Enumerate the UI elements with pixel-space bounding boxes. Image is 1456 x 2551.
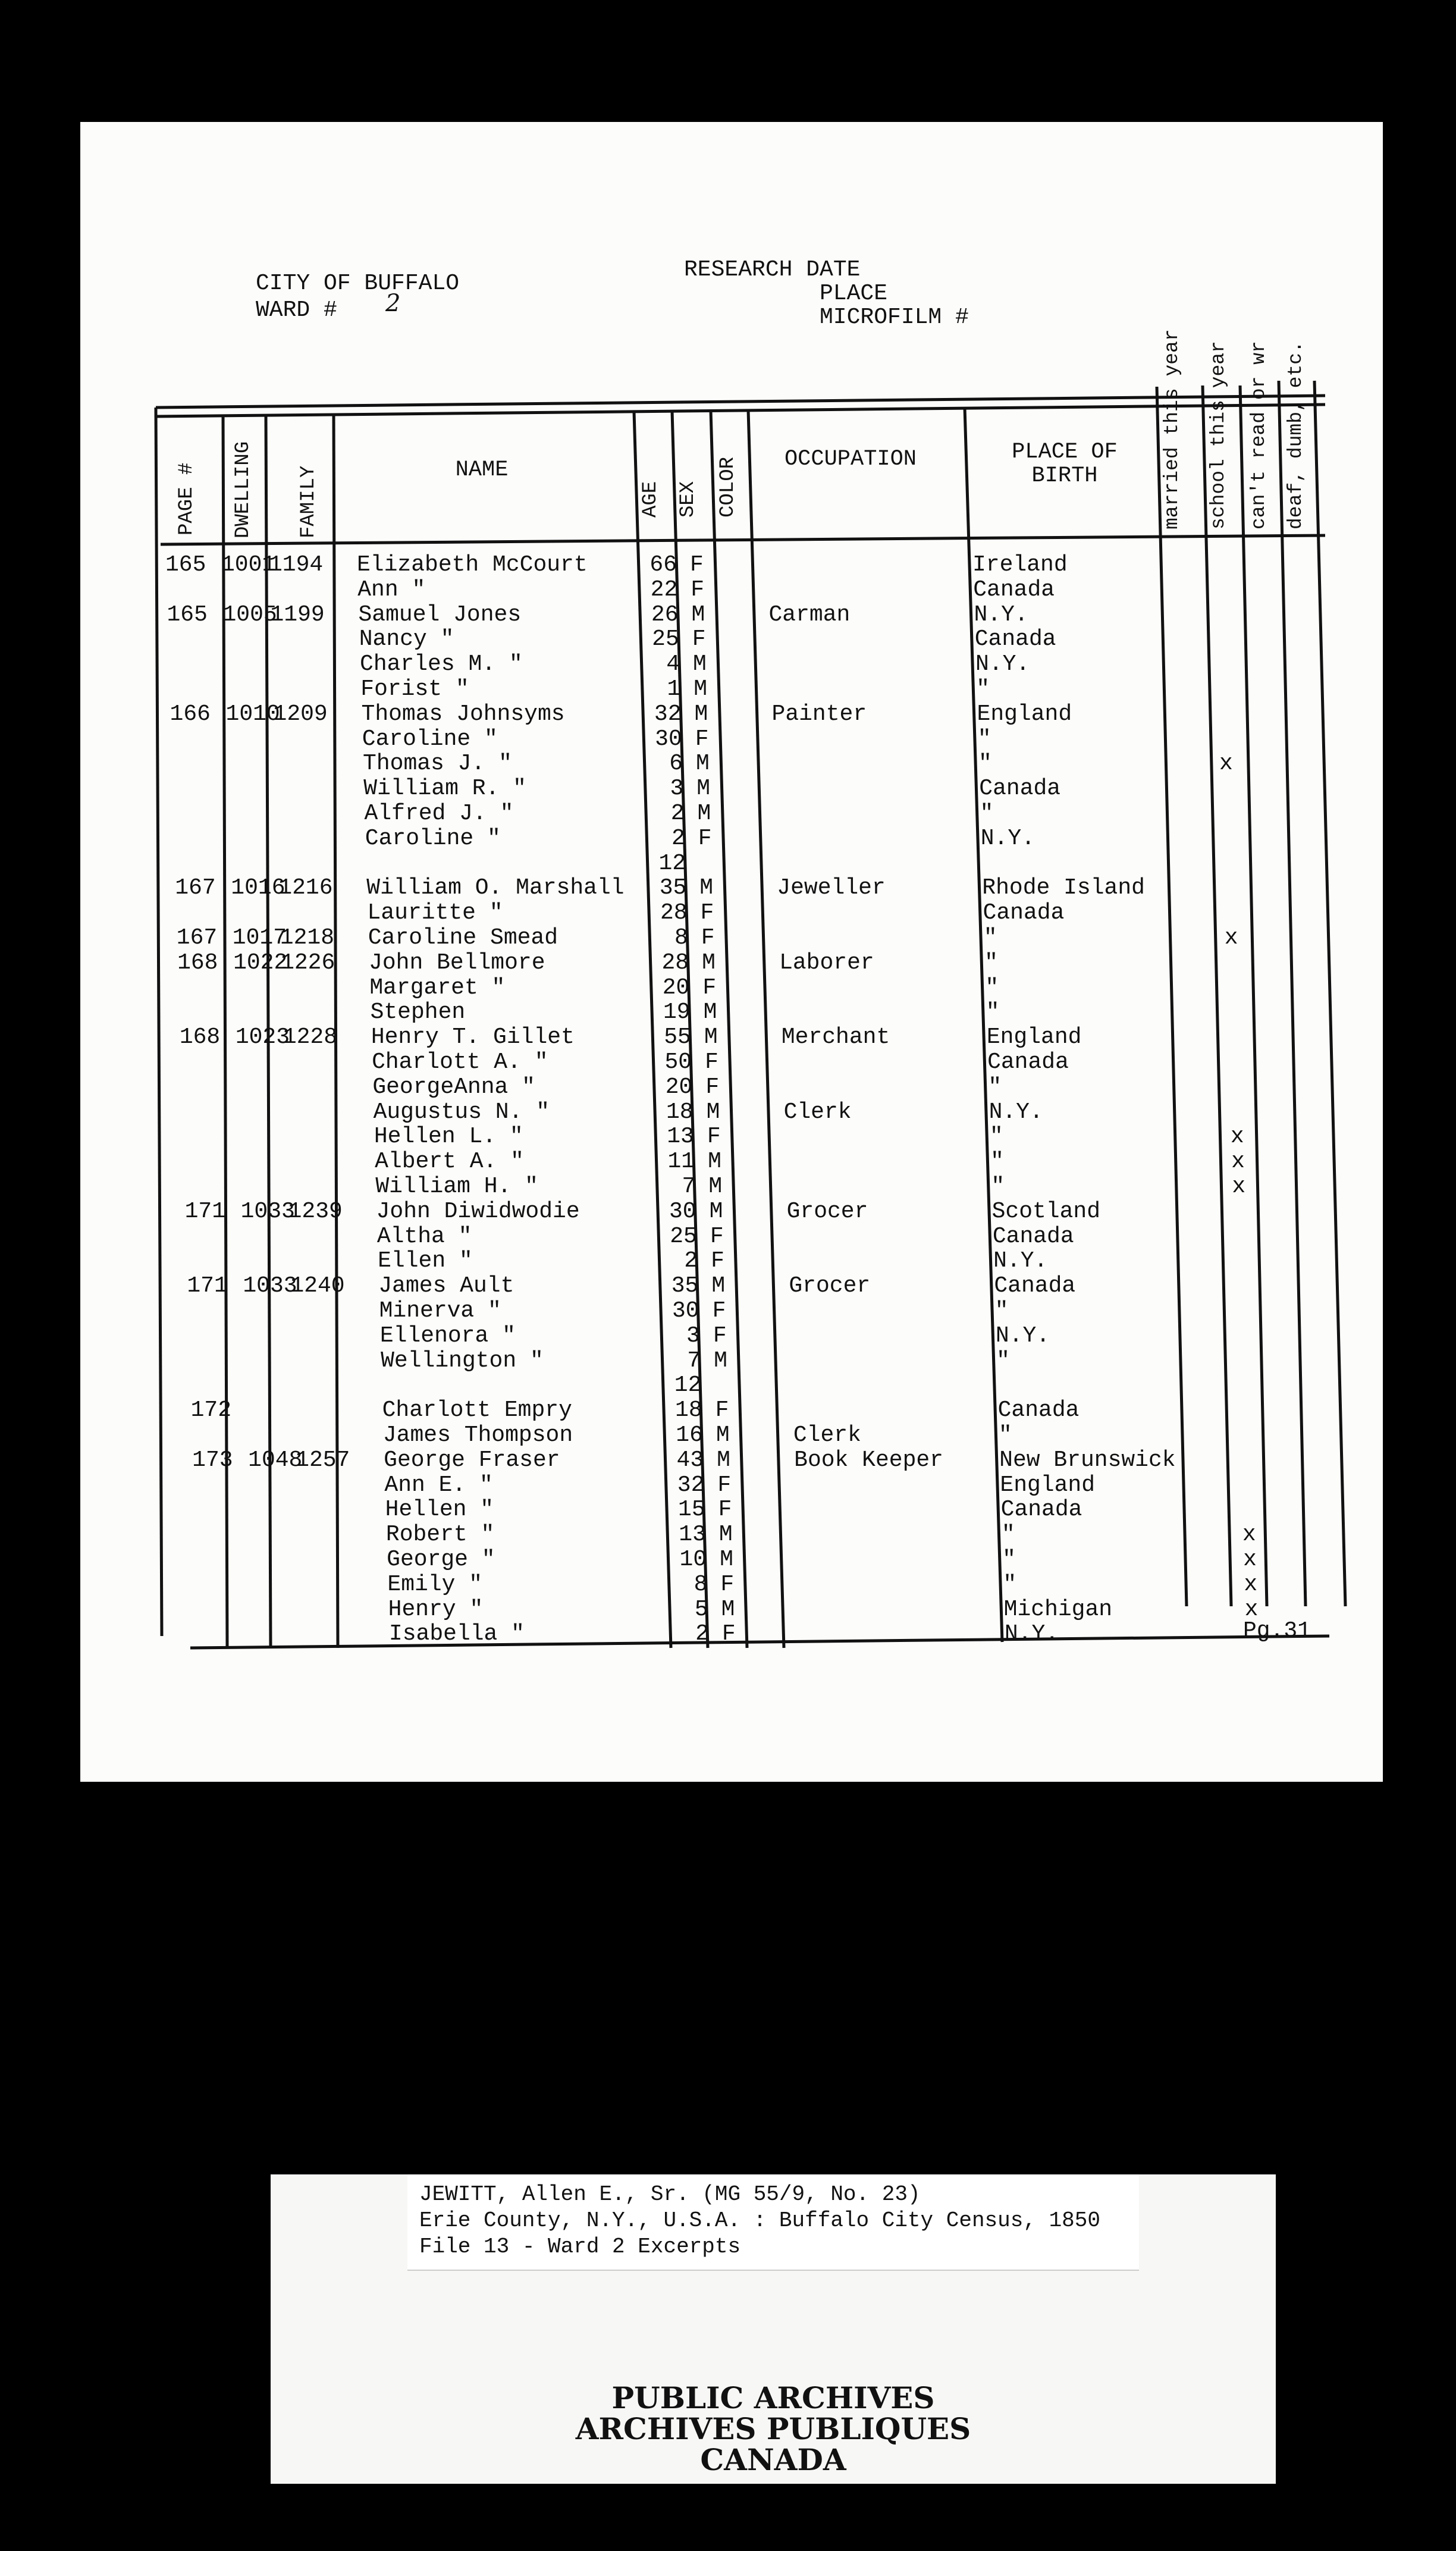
city-label: CITY OF BUFFALO: [256, 271, 460, 296]
row-page: 172: [190, 1397, 232, 1424]
row-family: 1209: [273, 701, 328, 727]
row-occupation: Jeweller: [777, 875, 886, 901]
row-birth: ": [976, 676, 990, 702]
row-name: Albert A. ": [375, 1149, 524, 1175]
row-birth: N.Y.: [1004, 1621, 1059, 1647]
row-birth: Canada: [992, 1223, 1074, 1249]
row-birth: ": [994, 1298, 1009, 1324]
row-sex: F: [720, 1571, 735, 1597]
row-birth: ": [980, 801, 994, 826]
row-sex: M: [697, 801, 711, 826]
row-name: Nancy ": [359, 626, 454, 653]
row-age: 2: [671, 825, 685, 851]
row-name: Charlott Empry: [382, 1397, 572, 1424]
row-birth: N.Y.: [995, 1322, 1050, 1349]
row-birth: ": [996, 1347, 1010, 1374]
column-married: married this year: [1161, 329, 1183, 529]
row-name: Charles M. ": [360, 651, 523, 678]
label-line-3: File 13 - Ward 2 Excerpts: [419, 2235, 741, 2259]
row-name: Altha ": [376, 1223, 472, 1249]
label-line-1: JEWITT, Allen E., Sr. (MG 55/9, No. 23): [419, 2182, 921, 2207]
row-age: 55: [664, 1024, 691, 1051]
row-name: George ": [387, 1547, 495, 1572]
row-dwelling: 1016: [231, 875, 285, 901]
row-name: John Bellmore: [369, 949, 545, 976]
row-name: Minerva ": [379, 1298, 501, 1324]
row-name: Henry ": [388, 1596, 484, 1622]
row-birth: ": [1001, 1522, 1015, 1548]
row-sex: M: [699, 875, 714, 901]
row-family: 1240: [290, 1273, 345, 1299]
row-occupation: Grocer: [789, 1273, 871, 1299]
row-occupation: Clerk: [793, 1422, 861, 1448]
row-sex: F: [700, 900, 714, 926]
row-mark: x: [1231, 1149, 1245, 1175]
row-age: 32: [654, 701, 682, 727]
row-occupation: Book Keeper: [794, 1447, 943, 1473]
row-birth: Canada: [979, 776, 1061, 802]
row-page: 168: [179, 1024, 221, 1051]
row-age: 16: [676, 1422, 703, 1448]
row-age: 35: [671, 1273, 699, 1299]
row-name: GeorgeAnna ": [372, 1074, 535, 1100]
row-family: 1226: [281, 949, 335, 976]
row-mark: x: [1232, 1174, 1246, 1199]
row-sex: M: [694, 676, 708, 702]
row-birth: England: [986, 1024, 1082, 1051]
row-name: Thomas J. ": [363, 751, 512, 777]
row-sex: M: [702, 949, 716, 976]
row-birth: ": [1002, 1547, 1016, 1572]
row-name: Wellington ": [381, 1347, 544, 1374]
row-age: 10: [679, 1547, 707, 1572]
row-name: William R. ": [363, 776, 526, 802]
row-name: Alfred J. ": [364, 801, 514, 826]
row-birth: Rhode Island: [982, 875, 1145, 901]
row-dwelling: 1010: [225, 701, 280, 727]
row-sex: F: [715, 1397, 729, 1424]
row-name: Thomas Johnsyms: [361, 701, 565, 727]
column-color: COLOR: [717, 456, 739, 518]
row-age: 11: [667, 1149, 695, 1175]
row-age: 28: [661, 949, 689, 976]
row-name: Henry T. Gillet: [371, 1024, 575, 1051]
column-dwelling: DWELLING: [232, 441, 255, 538]
row-birth: ": [983, 925, 997, 951]
row-family: 1216: [278, 875, 333, 901]
row-birth: Scotland: [991, 1198, 1101, 1224]
row-age: 35: [659, 875, 687, 901]
row-mark: x: [1224, 925, 1238, 951]
row-age: 6: [669, 751, 683, 777]
row-birth: ": [984, 949, 998, 976]
row-birth: Canada: [997, 1397, 1080, 1424]
row-sex: F: [705, 1049, 718, 1075]
row-sex: F: [690, 552, 704, 578]
row-birth: England: [1000, 1472, 1096, 1498]
stamp-archives-publiques: ARCHIVES PUBLIQUES: [575, 2411, 971, 2446]
column-deaf-dumb: deaf, dumb, etc.: [1285, 341, 1307, 529]
row-dwelling: 1001: [221, 552, 276, 578]
row-page: 171: [187, 1273, 228, 1299]
row-sex: F: [710, 1223, 724, 1249]
row-name: Ellen ": [378, 1248, 473, 1274]
row-birth: N.Y.: [989, 1099, 1043, 1125]
row-name: Augustus N. ": [373, 1099, 550, 1125]
row-birth: ": [990, 1149, 1004, 1175]
row-age: 26: [651, 601, 679, 628]
row-dwelling: 1017: [232, 925, 287, 951]
row-birth: ": [1003, 1571, 1017, 1597]
column-family: FAMILY: [297, 465, 320, 538]
row-sex: M: [703, 999, 717, 1026]
row-birth: ": [978, 751, 992, 777]
row-birth: N.Y.: [975, 651, 1030, 678]
row-name: Ellenora ": [379, 1322, 516, 1349]
row-page: 168: [177, 949, 218, 976]
row-age: 32: [677, 1472, 705, 1498]
row-age: 25: [670, 1223, 697, 1249]
row-age: 3: [670, 776, 684, 802]
row-name: Charlott A. ": [372, 1049, 548, 1075]
row-sex: F: [707, 1124, 721, 1150]
row-age: 12: [658, 850, 686, 876]
page-number: Pg.31: [1243, 1618, 1311, 1644]
row-name: Lauritte ": [367, 900, 503, 926]
row-sex: M: [708, 1149, 721, 1175]
row-age: 1: [667, 676, 681, 702]
row-dwelling: 1022: [233, 949, 288, 976]
label-line-2: Erie County, N.Y., U.S.A. : Buffalo City Census, 1850: [419, 2208, 1100, 2233]
row-name: Hellen L. ": [374, 1124, 523, 1150]
row-birth: ": [991, 1174, 1005, 1199]
row-page: 173: [192, 1447, 233, 1473]
row-name: Stephen: [370, 999, 466, 1026]
row-age: 30: [669, 1198, 696, 1224]
row-name: Emily ": [387, 1571, 483, 1597]
row-sex: F: [721, 1621, 736, 1647]
row-sex: F: [713, 1322, 727, 1349]
row-name: Samuel Jones: [358, 601, 522, 628]
row-mark: x: [1242, 1522, 1256, 1548]
row-mark: x: [1244, 1571, 1258, 1597]
stamp-canada: CANADA: [700, 2442, 846, 2477]
row-age: 18: [675, 1397, 702, 1424]
row-name: Robert ": [385, 1522, 495, 1548]
row-age: 13: [679, 1522, 706, 1548]
row-age: 19: [663, 999, 691, 1026]
row-dwelling: 1005: [222, 601, 277, 628]
research-date-label: RESEARCH DATE: [684, 257, 861, 283]
row-age: 8: [694, 1571, 708, 1597]
row-age: 4: [666, 651, 680, 678]
row-dwelling: 1033: [243, 1273, 297, 1299]
column-age: AGE: [639, 481, 662, 518]
place-label: PLACE: [820, 281, 888, 306]
row-age: 13: [667, 1124, 694, 1150]
row-family: 1194: [269, 552, 324, 578]
row-name: Hellen ": [385, 1497, 494, 1523]
row-birth: Michigan: [1003, 1596, 1113, 1622]
column-name: NAME: [455, 457, 509, 482]
row-sex: M: [717, 1447, 730, 1473]
row-age: 15: [678, 1497, 705, 1523]
column-sex: SEX: [677, 481, 699, 518]
ward-label: WARD #: [256, 297, 337, 323]
row-sex: M: [716, 1422, 730, 1448]
row-sex: F: [701, 925, 715, 951]
row-birth: Canada: [987, 1049, 1069, 1075]
row-occupation: Painter: [771, 701, 867, 727]
row-occupation: Laborer: [779, 949, 874, 976]
row-name: Caroline ": [365, 825, 501, 851]
row-name: James Thompson: [382, 1422, 573, 1448]
column-read-write: can't read or wr: [1248, 341, 1270, 529]
stamp-public-archives: PUBLIC ARCHIVES: [611, 2380, 935, 2415]
row-age: 50: [664, 1049, 692, 1075]
row-sex: M: [711, 1273, 726, 1299]
row-sex: M: [714, 1347, 727, 1374]
column-occupation: OCCUPATION: [784, 447, 917, 472]
row-sex: F: [718, 1497, 732, 1523]
row-age: 2: [670, 801, 685, 826]
row-birth: New Brunswick: [999, 1447, 1176, 1473]
row-age: 18: [666, 1099, 694, 1125]
row-family: 1218: [280, 925, 335, 951]
row-birth: Ireland: [972, 552, 1068, 578]
row-sex: M: [693, 651, 707, 678]
row-page: 165: [167, 601, 208, 628]
row-mark: x: [1230, 1124, 1244, 1150]
row-family: 1228: [283, 1024, 338, 1051]
row-name: James Ault: [378, 1273, 514, 1299]
row-birth: Canada: [1000, 1497, 1082, 1523]
row-age: 66: [649, 552, 677, 578]
row-age: 7: [682, 1174, 696, 1199]
row-name: William H. ": [375, 1174, 538, 1199]
row-name: John Diwidwodie: [376, 1198, 580, 1224]
row-occupation: Carman: [768, 601, 851, 628]
row-birth: Canada: [983, 900, 1065, 926]
row-name: Margaret ": [369, 974, 506, 1001]
row-page: 171: [184, 1198, 226, 1224]
row-age: 8: [674, 925, 688, 951]
row-age: 28: [660, 900, 688, 926]
ward-value: 2: [385, 290, 401, 317]
row-sex: F: [691, 576, 705, 603]
column-place-of-birth: PLACE OF BIRTH: [1012, 440, 1118, 488]
archival-label-card: [271, 2174, 1276, 2484]
row-age: 30: [672, 1298, 699, 1324]
row-sex: M: [709, 1198, 723, 1224]
row-age: 30: [655, 726, 682, 752]
row-name: Caroline ": [362, 726, 498, 752]
row-age: 7: [687, 1347, 701, 1374]
row-age: 2: [695, 1621, 709, 1647]
row-age: 3: [686, 1322, 700, 1349]
row-dwelling: 1048: [248, 1447, 303, 1473]
row-family: 1257: [296, 1447, 350, 1473]
row-age: 20: [665, 1074, 693, 1100]
row-sex: F: [717, 1472, 732, 1498]
row-family: 1239: [288, 1198, 343, 1224]
row-mark: x: [1244, 1596, 1259, 1622]
row-birth: ": [977, 726, 991, 752]
row-age: 22: [650, 576, 678, 603]
row-birth: ": [989, 1124, 1003, 1150]
column-page: PAGE #: [175, 462, 198, 535]
row-name: Isabella ": [388, 1621, 525, 1647]
row-age: 20: [662, 974, 690, 1001]
row-birth: Canada: [973, 576, 1055, 603]
row-sex: M: [694, 701, 708, 727]
row-sex: F: [711, 1248, 724, 1274]
row-family: 1199: [270, 601, 325, 628]
row-sex: M: [720, 1547, 733, 1572]
row-sex: M: [706, 1099, 720, 1125]
row-sex: M: [696, 751, 710, 777]
row-dwelling: 1023: [235, 1024, 290, 1051]
row-sex: M: [704, 1024, 718, 1051]
row-birth: ": [988, 1074, 1002, 1100]
row-age: 5: [694, 1596, 708, 1622]
row-name: Ann E. ": [384, 1472, 493, 1498]
row-birth: Canada: [974, 626, 1056, 653]
row-birth: ": [986, 999, 1000, 1026]
row-birth: Canada: [994, 1273, 1076, 1299]
row-page: 167: [175, 875, 216, 901]
row-birth: N.Y.: [993, 1248, 1048, 1274]
row-sex: M: [691, 601, 705, 628]
row-occupation: Merchant: [781, 1024, 890, 1051]
row-birth: ": [985, 974, 999, 1001]
column-school: school this year: [1207, 341, 1229, 529]
row-dwelling: 1033: [240, 1198, 295, 1224]
row-sex: F: [692, 626, 706, 653]
row-page: 166: [170, 701, 211, 727]
row-age: 2: [684, 1248, 698, 1274]
row-sex: F: [705, 1074, 720, 1100]
row-sex: F: [712, 1298, 726, 1324]
row-name: George Fraser: [384, 1447, 560, 1473]
row-birth: N.Y.: [974, 601, 1028, 628]
microfilm-label: MICROFILM #: [820, 305, 969, 330]
row-name: Caroline Smead: [368, 925, 558, 951]
row-age: 43: [676, 1447, 704, 1473]
row-sex: M: [721, 1596, 735, 1622]
row-name: Elizabeth McCourt: [357, 552, 588, 578]
row-mark: x: [1243, 1547, 1257, 1572]
label-strip: [407, 2174, 1139, 2271]
row-sex: M: [696, 776, 711, 802]
row-mark: x: [1219, 751, 1233, 777]
row-occupation: Clerk: [783, 1099, 852, 1125]
row-name: Ann ": [357, 576, 426, 603]
row-sex: M: [718, 1522, 733, 1548]
row-birth: N.Y.: [980, 825, 1035, 851]
row-page: 167: [176, 925, 218, 951]
row-occupation: Grocer: [786, 1198, 868, 1224]
row-birth: ": [998, 1422, 1012, 1448]
row-age: 25: [652, 626, 679, 653]
row-sex: F: [702, 974, 717, 1001]
row-birth: England: [977, 701, 1072, 727]
row-name: Forist ": [360, 676, 469, 702]
row-sex: F: [698, 825, 712, 851]
row-sex: M: [708, 1174, 723, 1199]
row-name: William O. Marshall: [366, 875, 625, 901]
row-sex: F: [695, 726, 709, 752]
row-page: 165: [165, 552, 206, 578]
row-age: 12: [674, 1372, 702, 1399]
